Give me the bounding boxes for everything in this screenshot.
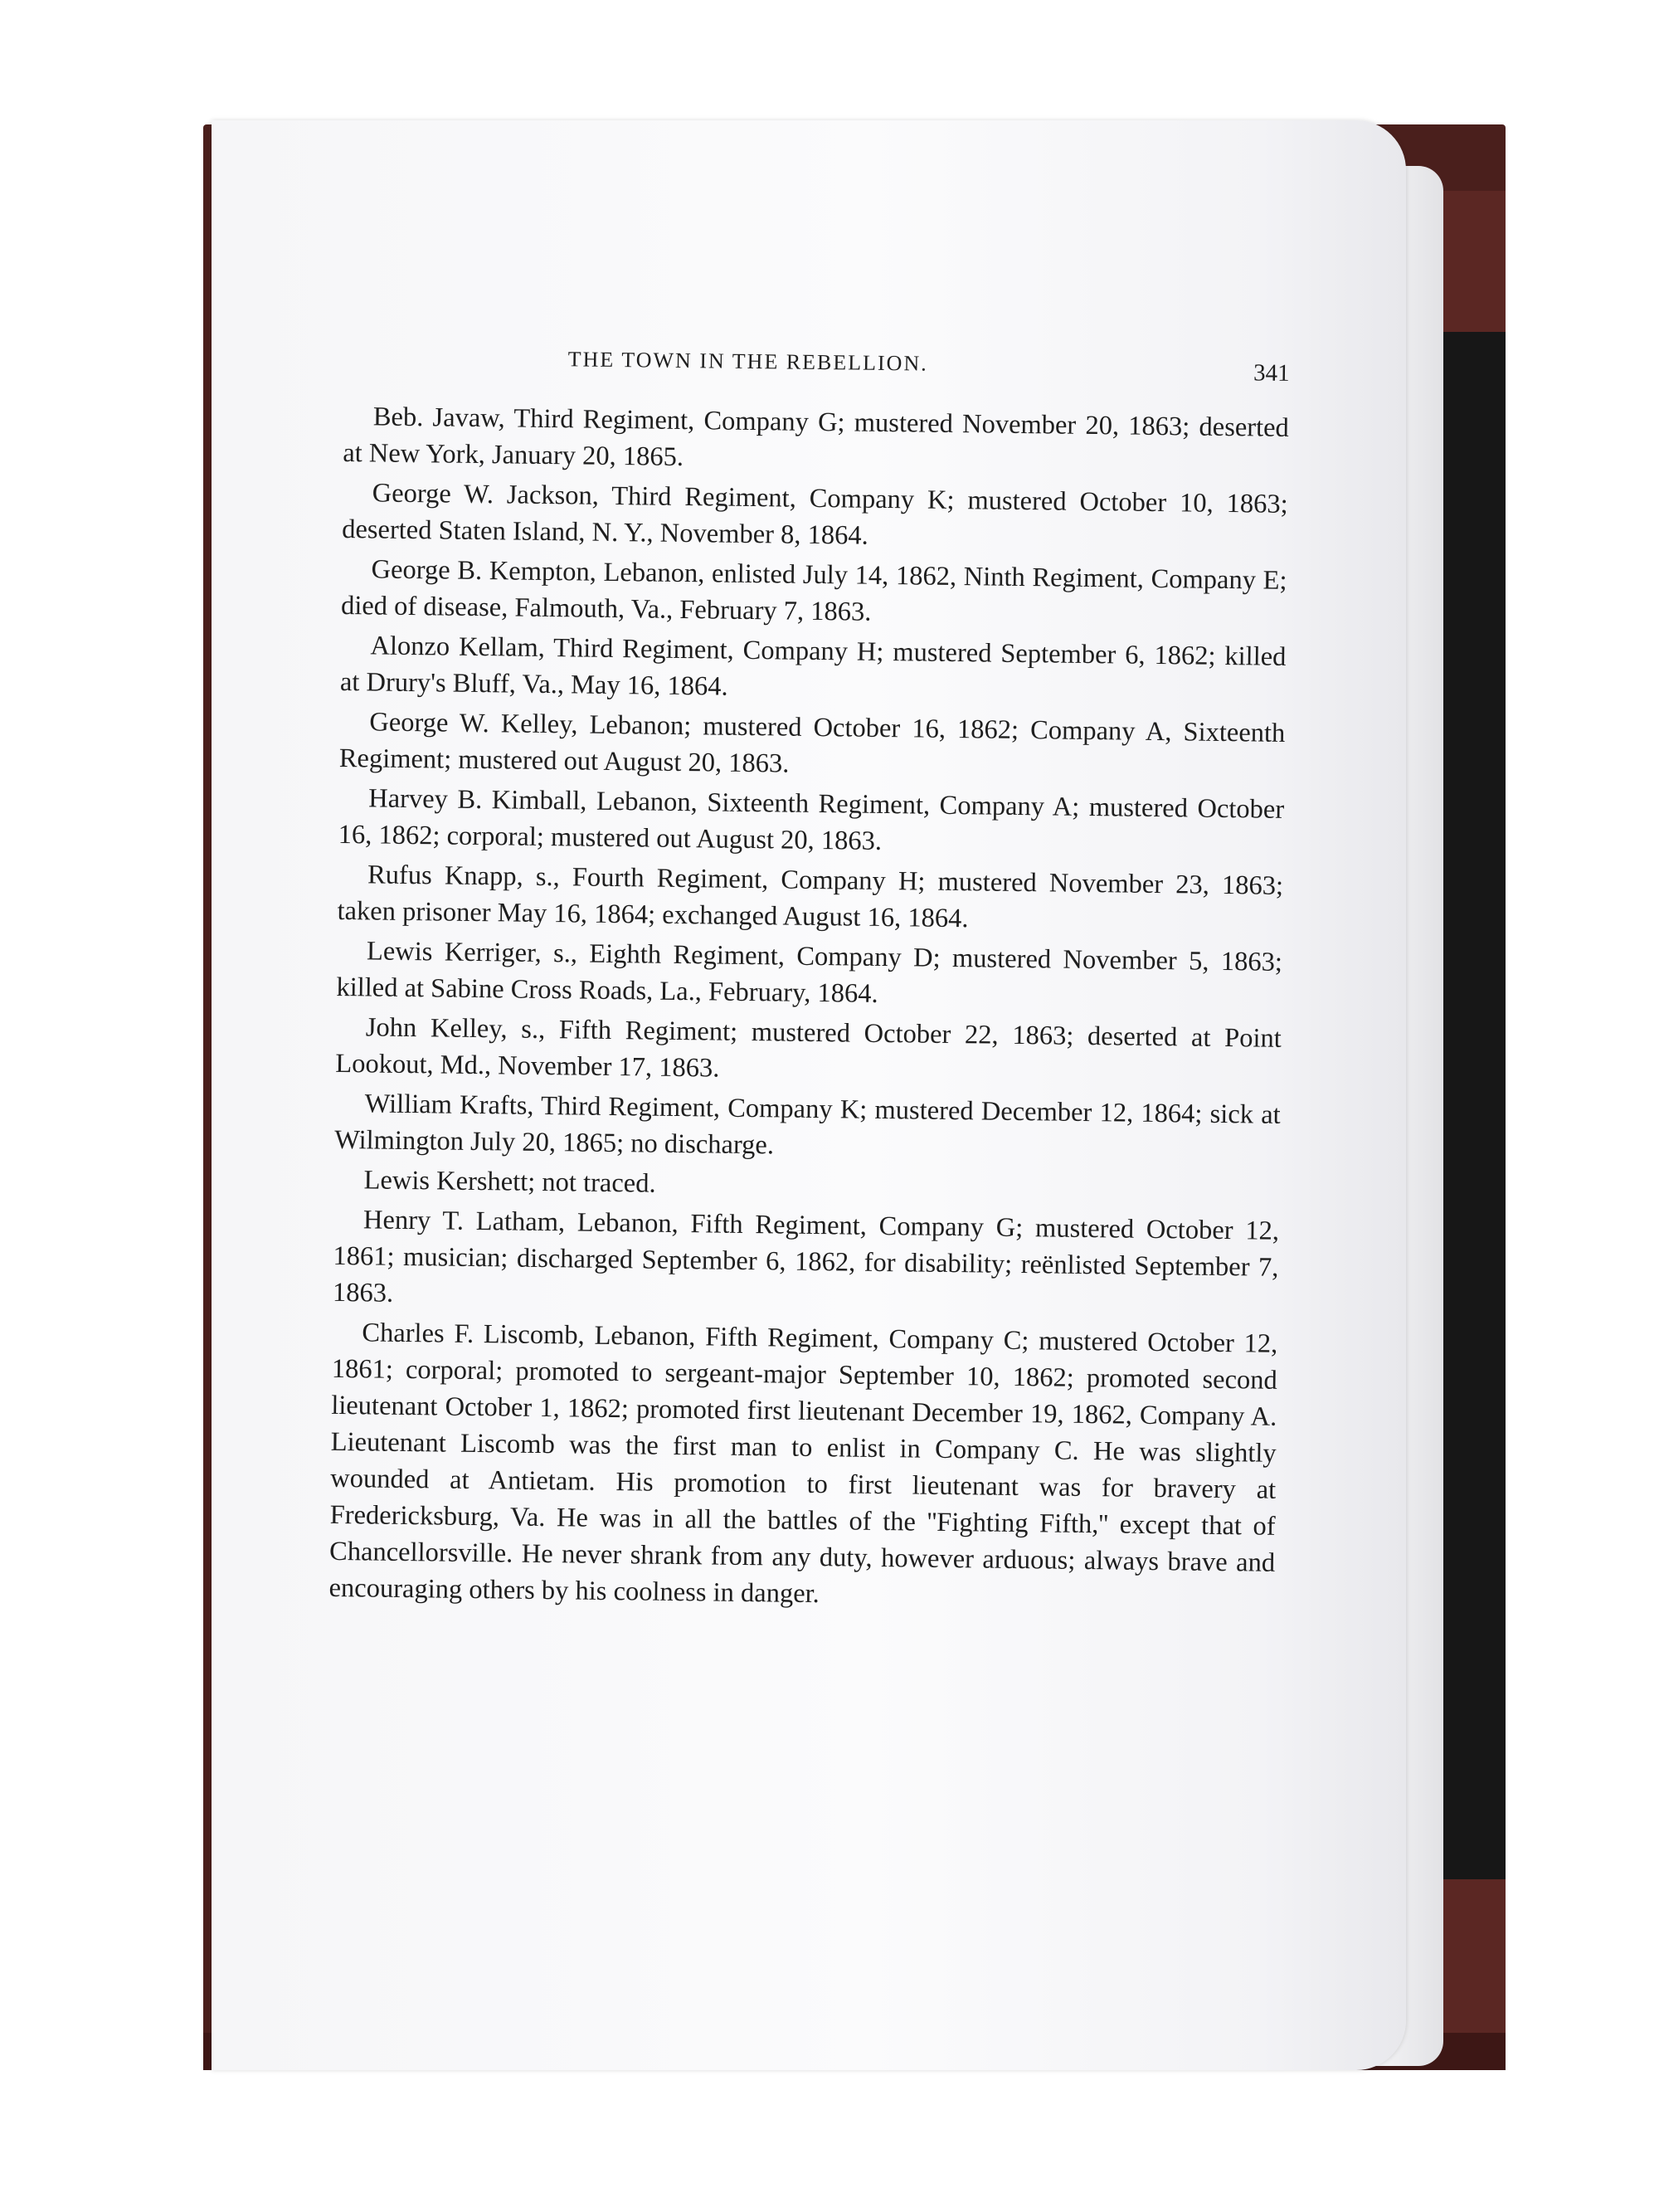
book-page: [212, 120, 1406, 2070]
book-spine-top-cap: [1439, 191, 1506, 332]
page-text-block: [328, 340, 1290, 1621]
roster-entry: William Krafts, Third Regiment, Company K; mustered December 12, 1864; sick at Wilmington July 20, 1865; no discharge.: [334, 1089, 1281, 1161]
page-number: 341: [1253, 359, 1290, 387]
book-spine-bottom-cap: [1439, 1879, 1506, 2033]
roster-entry: John Kelley, s., Fifth Regiment; mustered October 22, 1863; deserted at Point Lookout, Md., November 17, 1863.: [335, 1012, 1282, 1084]
roster-entry: Rufus Knapp, s., Fourth Regiment, Company H; mustered November 23, 1863; taken prisoner May 16, 1864; exchanged August 16, 1864.: [337, 860, 1284, 934]
roster-entries: [328, 398, 1289, 1618]
roster-entry: Alonzo Kellam, Third Regiment, Company H; mustered September 6, 1862; killed at Drury's Bluff, Va., May 16, 1864.: [339, 631, 1287, 702]
roster-entry: Lewis Kerriger, s., Eighth Regiment, Company D; mustered November 5, 1863; killed at Sabine Cross Roads, La., February, 1864.: [336, 936, 1283, 1009]
running-head: THE TOWN IN THE REBELLION.: [567, 347, 928, 376]
roster-entry: Harvey B. Kimball, Lebanon, Sixteenth Regiment, Company A; mustered October 16, 1862; corporal; mustered out August 20, 1863.: [338, 783, 1285, 856]
roster-entry: Charles F. Liscomb, Lebanon, Fifth Regiment, Company C; mustered October 12, 1861; corporal; promoted to sergeant-major September 10, 1862; promoted second lieutenant October 1, 1862; promoted first lieutenant December 19, 1862, Company A. Lieutenant Liscomb was the first man to enlist in Company C. He was slightly wounded at Antietam. His promotion to first lieutenant was for bravery at Fredericksburg, Va. He was in all the battles of the ''Fighting Fifth,'' except that of Chancellorsville. He never shrank from any duty, however arduous; always brave and encouraging others by his coolness in danger.: [328, 1318, 1278, 1610]
roster-entry: Beb. Javaw, Third Regiment, Company G; mustered November 20, 1863; deserted at New York, January 20, 1865.: [343, 402, 1290, 473]
book-spine-band: [1439, 191, 1506, 2033]
roster-entry: Henry T. Latham, Lebanon, Fifth Regiment, Company G; mustered October 12, 1861; musician; discharged September 6, 1862, for disability; reënlisted September 7, 1863.: [332, 1205, 1280, 1308]
page-header: [343, 340, 1290, 410]
roster-entry: George B. Kempton, Lebanon, enlisted July 14, 1862, Ninth Regiment, Company E; died of disease, Falmouth, Va., February 7, 1863.: [340, 554, 1287, 627]
roster-entry: George W. Kelley, Lebanon; mustered October 16, 1862; Company A, Sixteenth Regiment; mustered out August 20, 1863.: [338, 707, 1286, 779]
roster-entry: George W. Jackson, Third Regiment, Company K; mustered October 10, 1863; deserted Staten Island, N. Y., November 8, 1864.: [341, 478, 1288, 551]
roster-entry: Lewis Kershett; not traced.: [363, 1165, 656, 1199]
